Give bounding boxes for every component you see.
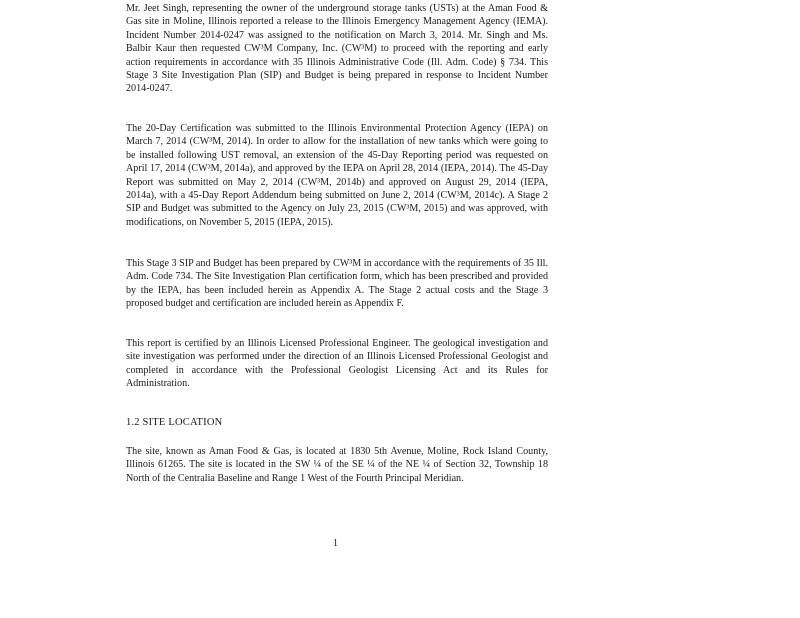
section-heading-site-location: 1.2 SITE LOCATION <box>126 417 223 428</box>
paragraph-engineer-certification: This report is certified by an Illinois Licensed Professional Engineer. The geological investigation and site investigation was performed under the direction of an Illinois Licensed Professional Geologist and completed in accordance with the Professional Geologist Licensing Act and its Rules for Administration. <box>126 338 548 390</box>
page-number: 1 <box>333 538 338 549</box>
paragraph-stage3-preparation: This Stage 3 SIP and Budget has been prepared by CW³M in accordance with the requirements of 35 Ill. Adm. Code 734. The Site Investigation Plan certification form, which has been prescribed and provided by the IEPA, has been included herein as Appendix A. The Stage 2 actual costs and the Stage 3 proposed budget and certification are included herein as Appendix F. <box>126 258 548 310</box>
paragraph-release-report: Mr. Jeet Singh, representing the owner of the underground storage tanks (USTs) at the Aman Food & Gas site in Moline, Illinois reported a release to the Illinois Emergency Management Agency (IEMA). Incident Number 2014-0247 was assigned to the notification on March 3, 2014. Mr. Singh and Ms. Balbir Kaur then requested CW³M Company, Inc. (CW³M) to proceed with the reporting and early action requirements in accordance with 35 Illinois Administrative Code (Ill. Adm. Code) § 734. This Stage 3 Site Investigation Plan (SIP) and Budget is being prepared in response to Incident Number 2014-0247. <box>126 3 548 95</box>
paragraph-certification-history: The 20-Day Certification was submitted to the Illinois Environmental Protection Agency (IEPA) on March 7, 2014 (CW³M, 2014). In order to allow for the installation of new tanks which were going to be installed following UST removal, an extension of the 45-Day Reporting period was requested on April 17, 2014 (CW³M, 2014a), and approved by the IEPA on April 28, 2014 (IEPA, 2014). The 45-Day Report was submitted on May 2, 2014 (CW³M, 2014b) and approved on August 29, 2014 (IEPA, 2014a), with a 45-Day Report Addendum being submitted on June 2, 2014 (CW³M, 2014c). A Stage 2 SIP and Budget was submitted to the Agency on July 23, 2015 (CW³M, 2015) and was approved, with modifications, on November 5, 2015 (IEPA, 2015). <box>126 123 548 228</box>
paragraph-site-location: The site, known as Aman Food & Gas, is located at 1830 5th Avenue, Moline, Rock Island County, Illinois 61265. The site is located in the SW ¼ of the SE ¼ of the NE ¼ of Section 32, Township 18 North of the Centralia Baseline and Range 1 West of the Fourth Principal Meridian. <box>126 446 548 484</box>
